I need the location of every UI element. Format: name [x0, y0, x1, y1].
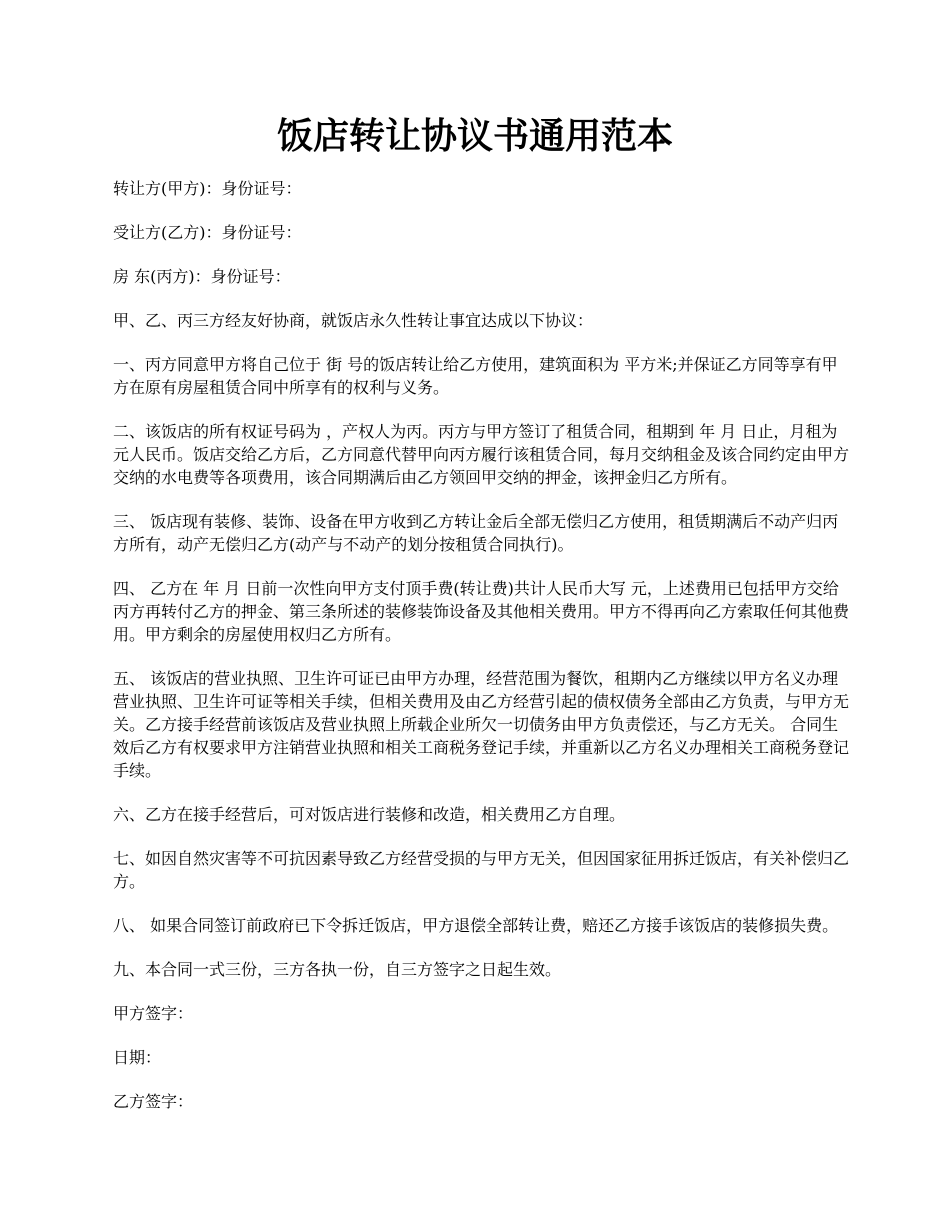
- paragraph-clause-5: 五、 该饭店的营业执照、卫生许可证已由甲方办理，经营范围为餐饮，租期内乙方继续以甲方名义办理营业执照、卫生许可证等相关手续，但相关费用及由乙方经营引起的债权债务全部由乙方负责，与甲方无关。乙方接手经营前该饭店及营业执照上所载企业所欠一切债务由甲方负责偿还，与乙方无关。 合同生效后乙方有权要求甲方注销营业执照和相关工商税务登记手续，并重新以乙方名义办理相关工商税务登记手续。: [113, 669, 850, 780]
- paragraph-clause-7: 七、如因自然灾害等不可抗因素导致乙方经营受损的与甲方无关，但因国家征用拆迁饭店，有关补偿归乙方。: [113, 849, 850, 891]
- document-title: 饭店转让协议书通用范本: [276, 115, 673, 157]
- paragraph-clause-8: 八、 如果合同签订前政府已下令拆迁饭店，甲方退偿全部转让费，赔还乙方接手该饭店的装修损失费。: [113, 916, 839, 935]
- paragraph-clause-2: 二、该饭店的所有权证号码为 ，产权人为丙。丙方与甲方签订了租赁合同，租期到 年 月 日止，月租为 元人民币。饭店交给乙方后，乙方同意代替甲向丙方履行该租赁合同，每月交纳租金及该合同约定由甲方交纳的水电费等各项费用，该合同期满后由乙方领回甲交纳的押金，该押金归乙方所有。: [113, 422, 850, 487]
- paragraph-clause-6: 六、乙方在接手经营后，可对饭店进行装修和改造，相关费用乙方自理。: [113, 805, 626, 824]
- paragraph-transferor: 转让方(甲方)：身份证号：: [113, 179, 302, 198]
- paragraph-clause-3: 三、 饭店现有装修、装饰、设备在甲方收到乙方转让金后全部无偿归乙方使用，租赁期满后不动产归丙方所有，动产无偿归乙方(动产与不动产的划分按租赁合同执行)。: [113, 512, 839, 554]
- paragraph-transferee: 受让方(乙方)：身份证号：: [113, 223, 302, 242]
- signature-party-b: 乙方签字：: [113, 1092, 194, 1111]
- paragraph-landlord: 房 东(丙方)：身份证号：: [113, 267, 291, 286]
- signature-party-a: 甲方签字：: [113, 1004, 194, 1023]
- paragraph-preamble: 甲、乙、丙三方经友好协商，就饭店永久性转让事宜达成以下协议：: [113, 311, 594, 330]
- signature-date: 日期：: [113, 1048, 162, 1067]
- paragraph-clause-1: 一、丙方同意甲方将自己位于 街 号的饭店转让给乙方使用，建筑面积为 平方米;并保证乙方同等享有甲方在原有房屋租赁合同中所享有的权利与义务。: [113, 355, 838, 397]
- paragraph-clause-9: 九、本合同一式三份，三方各执一份，自三方签字之日起生效。: [113, 960, 562, 979]
- document-body: [113, 177, 853, 1134]
- paragraph-clause-4: 四、 乙方在 年 月 日前一次性向甲方支付顶手费(转让费)共计人民币大写 元，上述费用已包括甲方交给丙方再转付乙方的押金、第三条所述的装修装饰设备及其他相关费用。甲方不得再向乙方索取任何其他费用。甲方剩余的房屋使用权归乙方所有。: [113, 579, 850, 644]
